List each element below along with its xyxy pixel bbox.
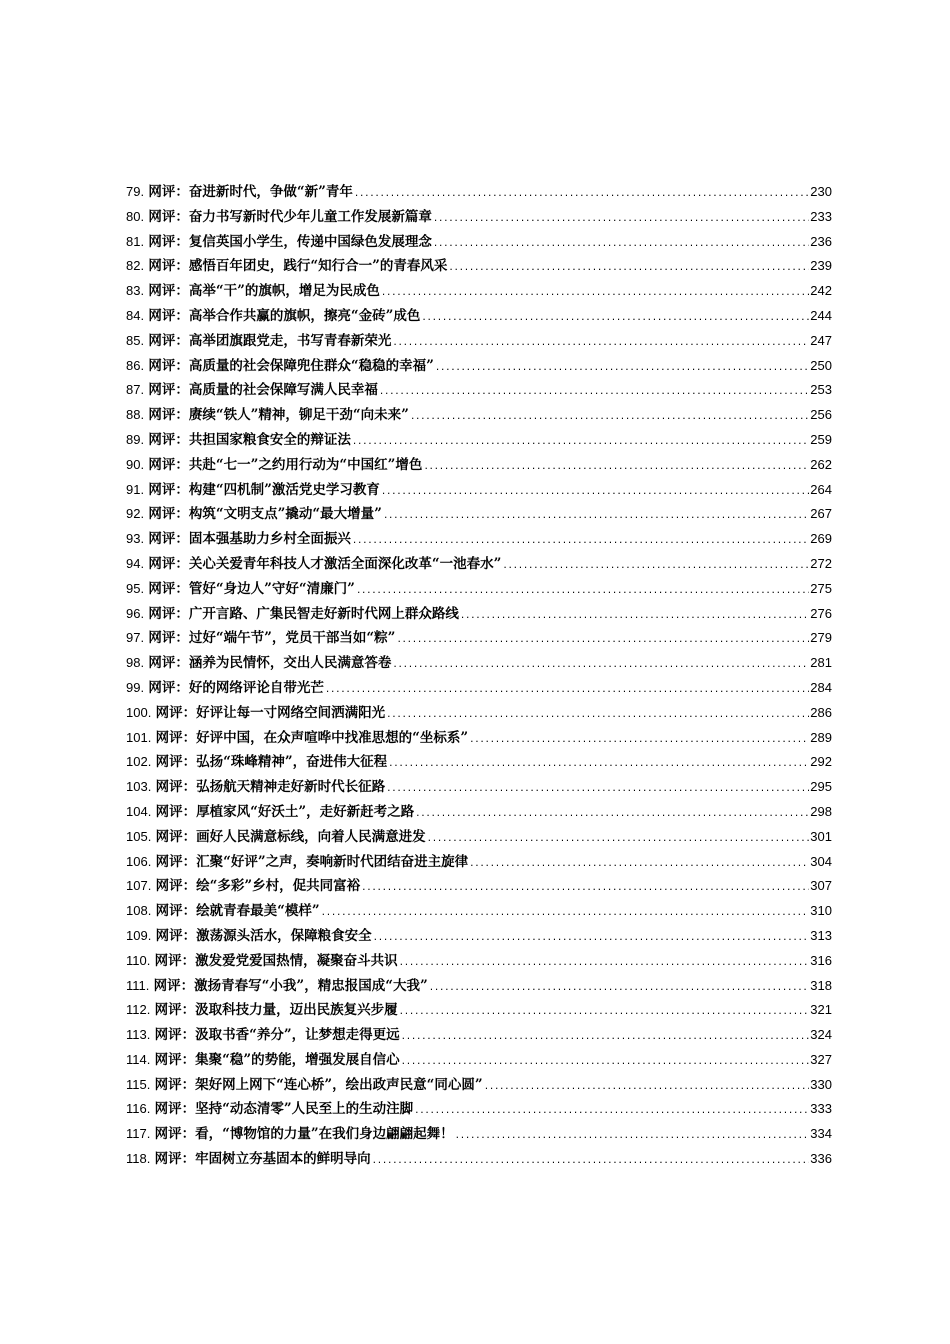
toc-entry[interactable]	[126, 527, 832, 552]
toc-entry-number: 108.	[126, 903, 152, 919]
toc-entry[interactable]	[126, 874, 832, 899]
toc-entry-page-number: 272	[810, 555, 832, 571]
toc-entry-page-number: 304	[810, 853, 832, 869]
toc-entry-title[interactable]: 网评：牢固树立夯基固本的鲜明导向	[154, 1151, 371, 1168]
toc-dot-leader	[421, 306, 809, 331]
toc-entry-page-number: 242	[810, 283, 832, 299]
toc-entry[interactable]	[126, 850, 832, 875]
toc-entry-number: 85.	[126, 332, 145, 348]
toc-entry-title[interactable]: 网评：关心关爱青年科技人才激活全面深化改革“一池春水”	[148, 555, 502, 572]
toc-entry-page-number: 318	[810, 977, 832, 993]
toc-entry-page-number: 264	[810, 481, 832, 497]
toc-dot-leader	[435, 356, 809, 381]
toc-entry[interactable]	[126, 329, 832, 354]
toc-entry[interactable]	[126, 403, 832, 428]
toc-dot-leader	[361, 876, 809, 901]
toc-entry[interactable]	[126, 1147, 832, 1172]
toc-entry[interactable]	[126, 354, 832, 379]
toc-entry-number: 82.	[126, 258, 145, 274]
toc-entry-title[interactable]: 网评：好评让每一寸网络空间洒满阳光	[155, 704, 386, 721]
toc-entry[interactable]	[126, 1073, 832, 1098]
toc-entry-number: 105.	[126, 828, 152, 844]
toc-entry-title[interactable]: 网评：高质量的社会保障兜住群众“稳稳的幸福”	[148, 357, 434, 374]
toc-entry[interactable]	[126, 552, 832, 577]
toc-entry[interactable]	[126, 230, 832, 255]
toc-entry-title[interactable]: 网评：激发爱党爱国热情，凝聚奋斗共识	[154, 952, 398, 969]
toc-dot-leader	[392, 331, 809, 356]
toc-entry-title[interactable]: 网评：汇聚“好评”之声，奏响新时代团结奋进主旋律	[155, 853, 469, 870]
toc-entry-title[interactable]: 网评：高质量的社会保障写满人民幸福	[148, 382, 378, 399]
toc-entry-title[interactable]: 网评：奋力书写新时代少年儿童工作发展新篇章	[148, 208, 432, 225]
toc-dot-leader	[356, 579, 809, 604]
toc-entry-title[interactable]: 网评：高举“干”的旗帜，增足为民成色	[148, 283, 380, 300]
toc-entry-title[interactable]: 网评：好评中国，在众声喧哗中找准思想的“坐标系”	[155, 729, 469, 746]
toc-entry-title[interactable]: 网评：构筑“文明支点”撬动“最大增量”	[148, 506, 382, 523]
toc-entry-page-number: 276	[810, 605, 832, 621]
toc-entry[interactable]	[126, 602, 832, 627]
toc-entry-page-number: 289	[810, 729, 832, 745]
toc-entry-page-number: 316	[810, 952, 832, 968]
toc-dot-leader	[352, 529, 809, 554]
toc-entry-number: 116.	[126, 1101, 151, 1117]
toc-entry-page-number: 269	[810, 531, 832, 547]
toc-entry-page-number: 327	[810, 1051, 832, 1067]
toc-dot-leader	[429, 976, 810, 1001]
toc-entry[interactable]	[126, 453, 832, 478]
toc-entry-title[interactable]: 网评：坚持“动态清零”人民至上的生动注脚	[154, 1101, 414, 1118]
toc-entry[interactable]	[126, 701, 832, 726]
toc-entry-page-number: 236	[810, 233, 832, 249]
toc-entry-number: 103.	[126, 779, 152, 795]
toc-entry-page-number: 281	[810, 655, 832, 671]
toc-entry[interactable]	[126, 998, 832, 1023]
toc-entry[interactable]	[126, 205, 832, 230]
toc-entry[interactable]	[126, 825, 832, 850]
toc-entry-number: 92.	[126, 506, 145, 522]
toc-entry[interactable]	[126, 626, 832, 651]
toc-entry[interactable]	[126, 800, 832, 825]
toc-entry-title[interactable]: 网评：画好人民满意标线，向着人民满意进发	[155, 828, 426, 845]
toc-entry[interactable]	[126, 1122, 832, 1147]
toc-entry-page-number: 310	[810, 903, 832, 919]
toc-dot-leader	[460, 604, 809, 629]
toc-entry[interactable]	[126, 1023, 832, 1048]
toc-entry-number: 83.	[126, 283, 145, 299]
toc-entry-number: 107.	[126, 878, 152, 894]
toc-entry-number: 118.	[126, 1151, 151, 1167]
toc-entry[interactable]	[126, 676, 832, 701]
toc-entry-title[interactable]: 网评：绘“多彩”乡村，促共同富裕	[155, 878, 361, 895]
toc-entry-page-number: 286	[810, 704, 832, 720]
toc-entry[interactable]	[126, 1048, 832, 1073]
toc-entry-number: 98.	[126, 655, 145, 671]
toc-entry-title[interactable]: 网评：厚植家风“好沃土”，走好新赶考之路	[155, 803, 415, 820]
toc-entry-number: 93.	[126, 531, 145, 547]
toc-entry-title[interactable]: 网评：赓续“铁人”精神，铆足干劲“向未来”	[148, 407, 409, 424]
toc-entry-number: 115.	[126, 1076, 151, 1092]
toc-entry[interactable]	[126, 974, 832, 999]
toc-entry-number: 90.	[126, 456, 145, 472]
toc-entry-number: 110.	[126, 952, 151, 968]
toc-dot-leader	[321, 901, 810, 926]
toc-entry-number: 111.	[126, 977, 150, 993]
toc-entry-number: 99.	[126, 679, 145, 695]
toc-entry-title[interactable]: 网评：绘就青春最美“模样”	[155, 903, 320, 920]
toc-entry-page-number: 230	[810, 184, 832, 199]
toc-entry-title[interactable]: 网评：弘扬“珠峰精神”，奋进伟大征程	[155, 754, 388, 771]
toc-entry-title[interactable]: 网评：激扬青春写“小我”，精忠报国成“大我”	[153, 977, 428, 994]
toc-entry-page-number: 259	[810, 431, 832, 447]
toc-dot-leader	[423, 455, 809, 480]
toc-entry-title[interactable]: 网评：管好“身边人”守好“清廉门”	[148, 580, 355, 597]
toc-dot-leader	[325, 678, 809, 703]
toc-entry-page-number: 301	[810, 828, 832, 844]
toc-entry[interactable]	[126, 949, 832, 974]
toc-entry-number: 80.	[126, 208, 145, 224]
toc-entry-page-number: 250	[810, 357, 832, 373]
toc-entry-page-number: 284	[810, 679, 832, 695]
toc-entry-title[interactable]: 网评：共担国家粮食安全的辩证法	[148, 431, 351, 448]
toc-entry-page-number: 267	[810, 506, 832, 522]
toc-entry[interactable]	[126, 502, 832, 527]
toc-dot-leader	[373, 926, 810, 951]
toc-entry-number: 100.	[126, 704, 152, 720]
toc-dot-leader	[352, 430, 809, 455]
toc-entry-number: 96.	[126, 605, 145, 621]
toc-entry-title[interactable]: 网评：激荡源头活水，保障粮食安全	[155, 927, 372, 944]
toc-entry-page-number: 330	[810, 1076, 832, 1092]
toc-entry-page-number: 256	[810, 407, 832, 423]
toc-entry-number: 94.	[126, 555, 145, 571]
toc-dot-leader	[386, 777, 809, 802]
toc-entry-page-number: 247	[810, 332, 832, 348]
toc-entry-page-number: 239	[810, 258, 832, 274]
toc-entry-number: 97.	[126, 630, 145, 646]
toc-dot-leader	[392, 653, 809, 678]
toc-entry-page-number: 324	[810, 1027, 832, 1043]
toc-dot-leader	[399, 1000, 810, 1025]
toc-dot-leader	[379, 380, 809, 405]
toc-entry-title[interactable]: 网评：固本强基助力乡村全面振兴	[148, 531, 351, 548]
toc-entry-title[interactable]: 网评：好的网络评论自带光芒	[148, 679, 324, 696]
toc-entry-title[interactable]: 网评：涵养为民情怀，交出人民满意答卷	[148, 655, 392, 672]
toc-entry[interactable]	[126, 726, 832, 751]
toc-entry-number: 89.	[126, 431, 145, 447]
toc-entry[interactable]	[126, 899, 832, 924]
toc-dot-leader	[401, 1050, 810, 1075]
toc-entry-title[interactable]: 网评：弘扬航天精神走好新时代长征路	[155, 779, 386, 796]
toc-entry[interactable]	[126, 180, 832, 205]
toc-entry-number: 109.	[126, 927, 152, 943]
toc-entry-number: 112.	[126, 1002, 151, 1018]
toc-entry-page-number: 244	[810, 307, 832, 323]
table-of-contents	[126, 180, 832, 1172]
toc-entry[interactable]	[126, 577, 832, 602]
toc-entry-page-number: 292	[810, 754, 832, 770]
toc-entry-number: 84.	[126, 307, 145, 323]
toc-entry[interactable]	[126, 279, 832, 304]
toc-entry-title[interactable]: 网评：共赴“七一”之约用行动为“中国红”增色	[148, 456, 423, 473]
toc-entry[interactable]	[126, 378, 832, 403]
toc-entry[interactable]	[126, 254, 832, 279]
toc-entry-page-number: 298	[810, 803, 832, 819]
toc-dot-leader	[469, 728, 809, 753]
toc-dot-leader	[401, 1025, 810, 1050]
toc-dot-leader	[386, 703, 809, 728]
toc-entry-title[interactable]: 网评：高举团旗跟党走，书写青春新荣光	[148, 332, 392, 349]
toc-entry-title[interactable]: 网评：广开言路、广集民智走好新时代网上群众路线	[148, 605, 459, 622]
toc-entry-page-number: 334	[810, 1126, 832, 1142]
toc-entry-number: 95.	[126, 580, 145, 596]
toc-entry-title[interactable]: 网评：高举合作共赢的旗帜，擦亮“金砖”成色	[148, 307, 421, 324]
toc-entry-number: 88.	[126, 407, 145, 423]
toc-entry-number: 117.	[126, 1126, 151, 1142]
toc-entry[interactable]	[126, 428, 832, 453]
toc-entry-title[interactable]: 网评：汲取书香“养分”，让梦想走得更远	[154, 1027, 400, 1044]
toc-entry[interactable]	[126, 924, 832, 949]
toc-dot-leader	[433, 232, 809, 257]
toc-entry[interactable]	[126, 478, 832, 503]
toc-entry[interactable]	[126, 775, 832, 800]
toc-entry-title[interactable]: 网评：构建“四机制”激活党史学习教育	[148, 481, 380, 498]
toc-entry-number: 79.	[126, 184, 145, 199]
toc-entry-title[interactable]: 网评：过好“端午节”，党员干部当如“粽”	[148, 630, 396, 647]
toc-entry-page-number: 262	[810, 456, 832, 472]
toc-entry-number: 87.	[126, 382, 145, 398]
toc-dot-leader	[427, 827, 810, 852]
toc-entry-number: 101.	[126, 729, 152, 745]
toc-entry-page-number: 279	[810, 630, 832, 646]
toc-dot-leader	[484, 1075, 810, 1100]
toc-dot-leader	[448, 256, 809, 281]
toc-entry-page-number: 307	[810, 878, 832, 894]
toc-entry-number: 86.	[126, 357, 145, 373]
toc-entry-title[interactable]: 网评：汲取科技力量，迈出民族复兴步履	[154, 1002, 398, 1019]
toc-entry-page-number: 321	[810, 1002, 832, 1018]
toc-dot-leader	[388, 752, 809, 777]
toc-dot-leader	[383, 504, 809, 529]
toc-entry-title[interactable]: 网评：感悟百年团史，践行“知行合一”的青春风采	[148, 258, 448, 275]
toc-entry-number: 81.	[126, 233, 145, 249]
toc-dot-leader	[399, 951, 810, 976]
toc-entry-title[interactable]: 网评：复信英国小学生，传递中国绿色发展理念	[148, 233, 432, 250]
toc-entry-page-number: 333	[810, 1101, 832, 1117]
toc-dot-leader	[396, 628, 809, 653]
toc-entry[interactable]	[126, 304, 832, 329]
toc-dot-leader	[410, 405, 809, 430]
toc-dot-leader	[381, 281, 809, 306]
toc-entry[interactable]	[126, 750, 832, 775]
toc-entry-page-number: 313	[810, 927, 832, 943]
toc-dot-leader	[469, 852, 809, 877]
toc-entry-page-number: 233	[810, 208, 832, 224]
toc-entry-number: 114.	[126, 1051, 151, 1067]
toc-dot-leader	[502, 554, 809, 579]
toc-entry-title[interactable]: 网评：奋进新时代，争做“新”青年	[148, 184, 353, 200]
toc-entry-title[interactable]: 网评：集聚“稳”的势能，增强发展自信心	[154, 1051, 400, 1068]
toc-entry-page-number: 336	[810, 1151, 832, 1167]
toc-dot-leader	[415, 802, 809, 827]
toc-entry-number: 102.	[126, 754, 152, 770]
toc-entry-number: 104.	[126, 803, 152, 819]
toc-entry-title[interactable]: 网评：看，“博物馆的力量”在我们身边翩翩起舞！	[154, 1126, 454, 1143]
toc-dot-leader	[455, 1124, 810, 1149]
toc-entry-page-number: 275	[810, 580, 832, 596]
toc-entry-page-number: 295	[810, 779, 832, 795]
toc-entry[interactable]	[126, 1097, 832, 1122]
toc-entry-number: 106.	[126, 853, 152, 869]
toc-dot-leader	[381, 480, 809, 505]
toc-entry-number: 91.	[126, 481, 145, 497]
toc-entry[interactable]	[126, 651, 832, 676]
toc-dot-leader	[372, 1149, 810, 1174]
toc-dot-leader	[354, 182, 809, 207]
toc-entry-number: 113.	[126, 1027, 151, 1043]
toc-dot-leader	[433, 207, 809, 232]
toc-entry-title[interactable]: 网评：架好网上网下“连心桥”，绘出政声民意“同心圆”	[154, 1076, 483, 1093]
toc-dot-leader	[414, 1099, 809, 1124]
toc-entry-page-number: 253	[810, 382, 832, 398]
